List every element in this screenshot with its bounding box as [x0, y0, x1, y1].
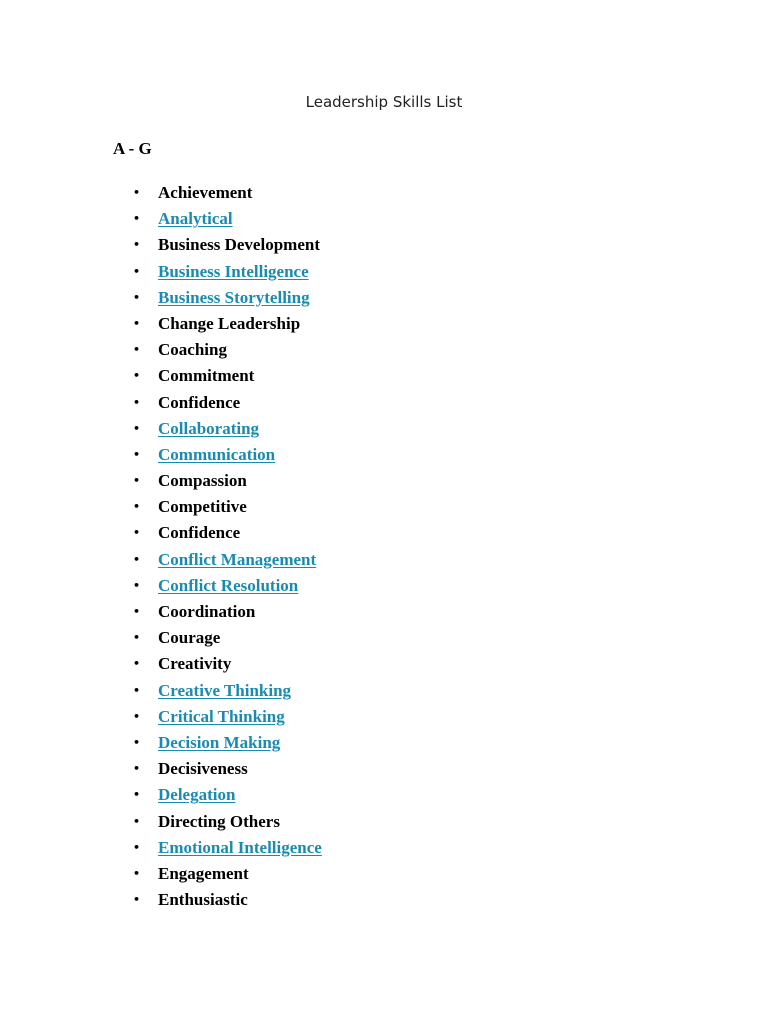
skill-link[interactable]: Conflict Resolution	[158, 575, 299, 595]
bullet-icon: •	[133, 264, 141, 278]
skill-label: Change Leadership	[158, 313, 301, 333]
skill-link[interactable]: Conflict Management	[158, 549, 317, 569]
skill-link[interactable]: Creative Thinking	[158, 680, 292, 700]
bullet-icon: •	[133, 526, 141, 540]
bullet-icon: •	[133, 866, 141, 880]
skill-label: Confidence	[158, 392, 241, 412]
section-heading: A - G	[113, 139, 152, 158]
bullet-icon: •	[133, 814, 141, 828]
skill-link[interactable]: Critical Thinking	[158, 706, 285, 726]
skill-label: Coordination	[158, 602, 256, 621]
skill-link[interactable]: Collaborating	[158, 418, 260, 438]
skill-link[interactable]: Delegation	[158, 785, 236, 805]
bullet-icon: •	[133, 395, 141, 409]
skill-label: Directing Others	[158, 811, 280, 831]
bullet-icon: •	[133, 735, 141, 749]
skill-label: Coaching	[158, 340, 227, 360]
bullet-icon: •	[133, 840, 141, 854]
skill-link[interactable]: Business Intelligence	[158, 261, 309, 281]
bullet-icon: •	[133, 421, 141, 435]
skill-link[interactable]: Emotional Intelligence	[158, 837, 322, 857]
bullet-icon: •	[133, 893, 141, 907]
bullet-icon: •	[133, 683, 141, 697]
bullet-icon: •	[133, 552, 141, 566]
bullet-icon: •	[133, 578, 141, 592]
bullet-icon: •	[133, 709, 141, 723]
skill-link[interactable]: Decision Making	[158, 732, 281, 752]
skill-label: Business Development	[158, 235, 320, 255]
document-title: Leadership Skills List	[305, 93, 463, 111]
bullet-icon: •	[133, 762, 141, 776]
skill-label: Commitment	[158, 366, 255, 386]
bullet-icon: •	[133, 343, 141, 357]
skill-link[interactable]: Communication	[158, 444, 276, 464]
bullet-icon: •	[133, 369, 141, 383]
skill-label: Decisiveness	[158, 759, 248, 779]
bullet-icon: •	[133, 605, 141, 618]
bullet-icon: •	[133, 474, 141, 488]
skill-link[interactable]: Business Storytelling	[158, 287, 310, 307]
skill-label: Competitive	[158, 497, 247, 517]
skill-label: Confidence	[158, 523, 241, 543]
skill-label: Courage	[158, 628, 221, 648]
bullet-icon: •	[133, 290, 141, 304]
bullet-icon: •	[133, 212, 141, 226]
skill-label: Engagement	[158, 863, 249, 883]
skill-label: Compassion	[158, 471, 247, 491]
bullet-icon: •	[133, 316, 141, 330]
bullet-icon: •	[133, 657, 141, 671]
skill-label: Enthusiastic	[158, 890, 248, 910]
bullet-icon: •	[133, 238, 141, 252]
bullet-icon: •	[133, 186, 141, 199]
skill-label: Achievement	[158, 183, 253, 202]
bullet-icon: •	[133, 447, 141, 461]
bullet-icon: •	[133, 631, 141, 645]
skill-link[interactable]: Analytical	[158, 209, 233, 229]
skill-label: Creativity	[158, 654, 232, 674]
bullet-icon: •	[133, 500, 141, 514]
bullet-icon: •	[133, 788, 141, 802]
